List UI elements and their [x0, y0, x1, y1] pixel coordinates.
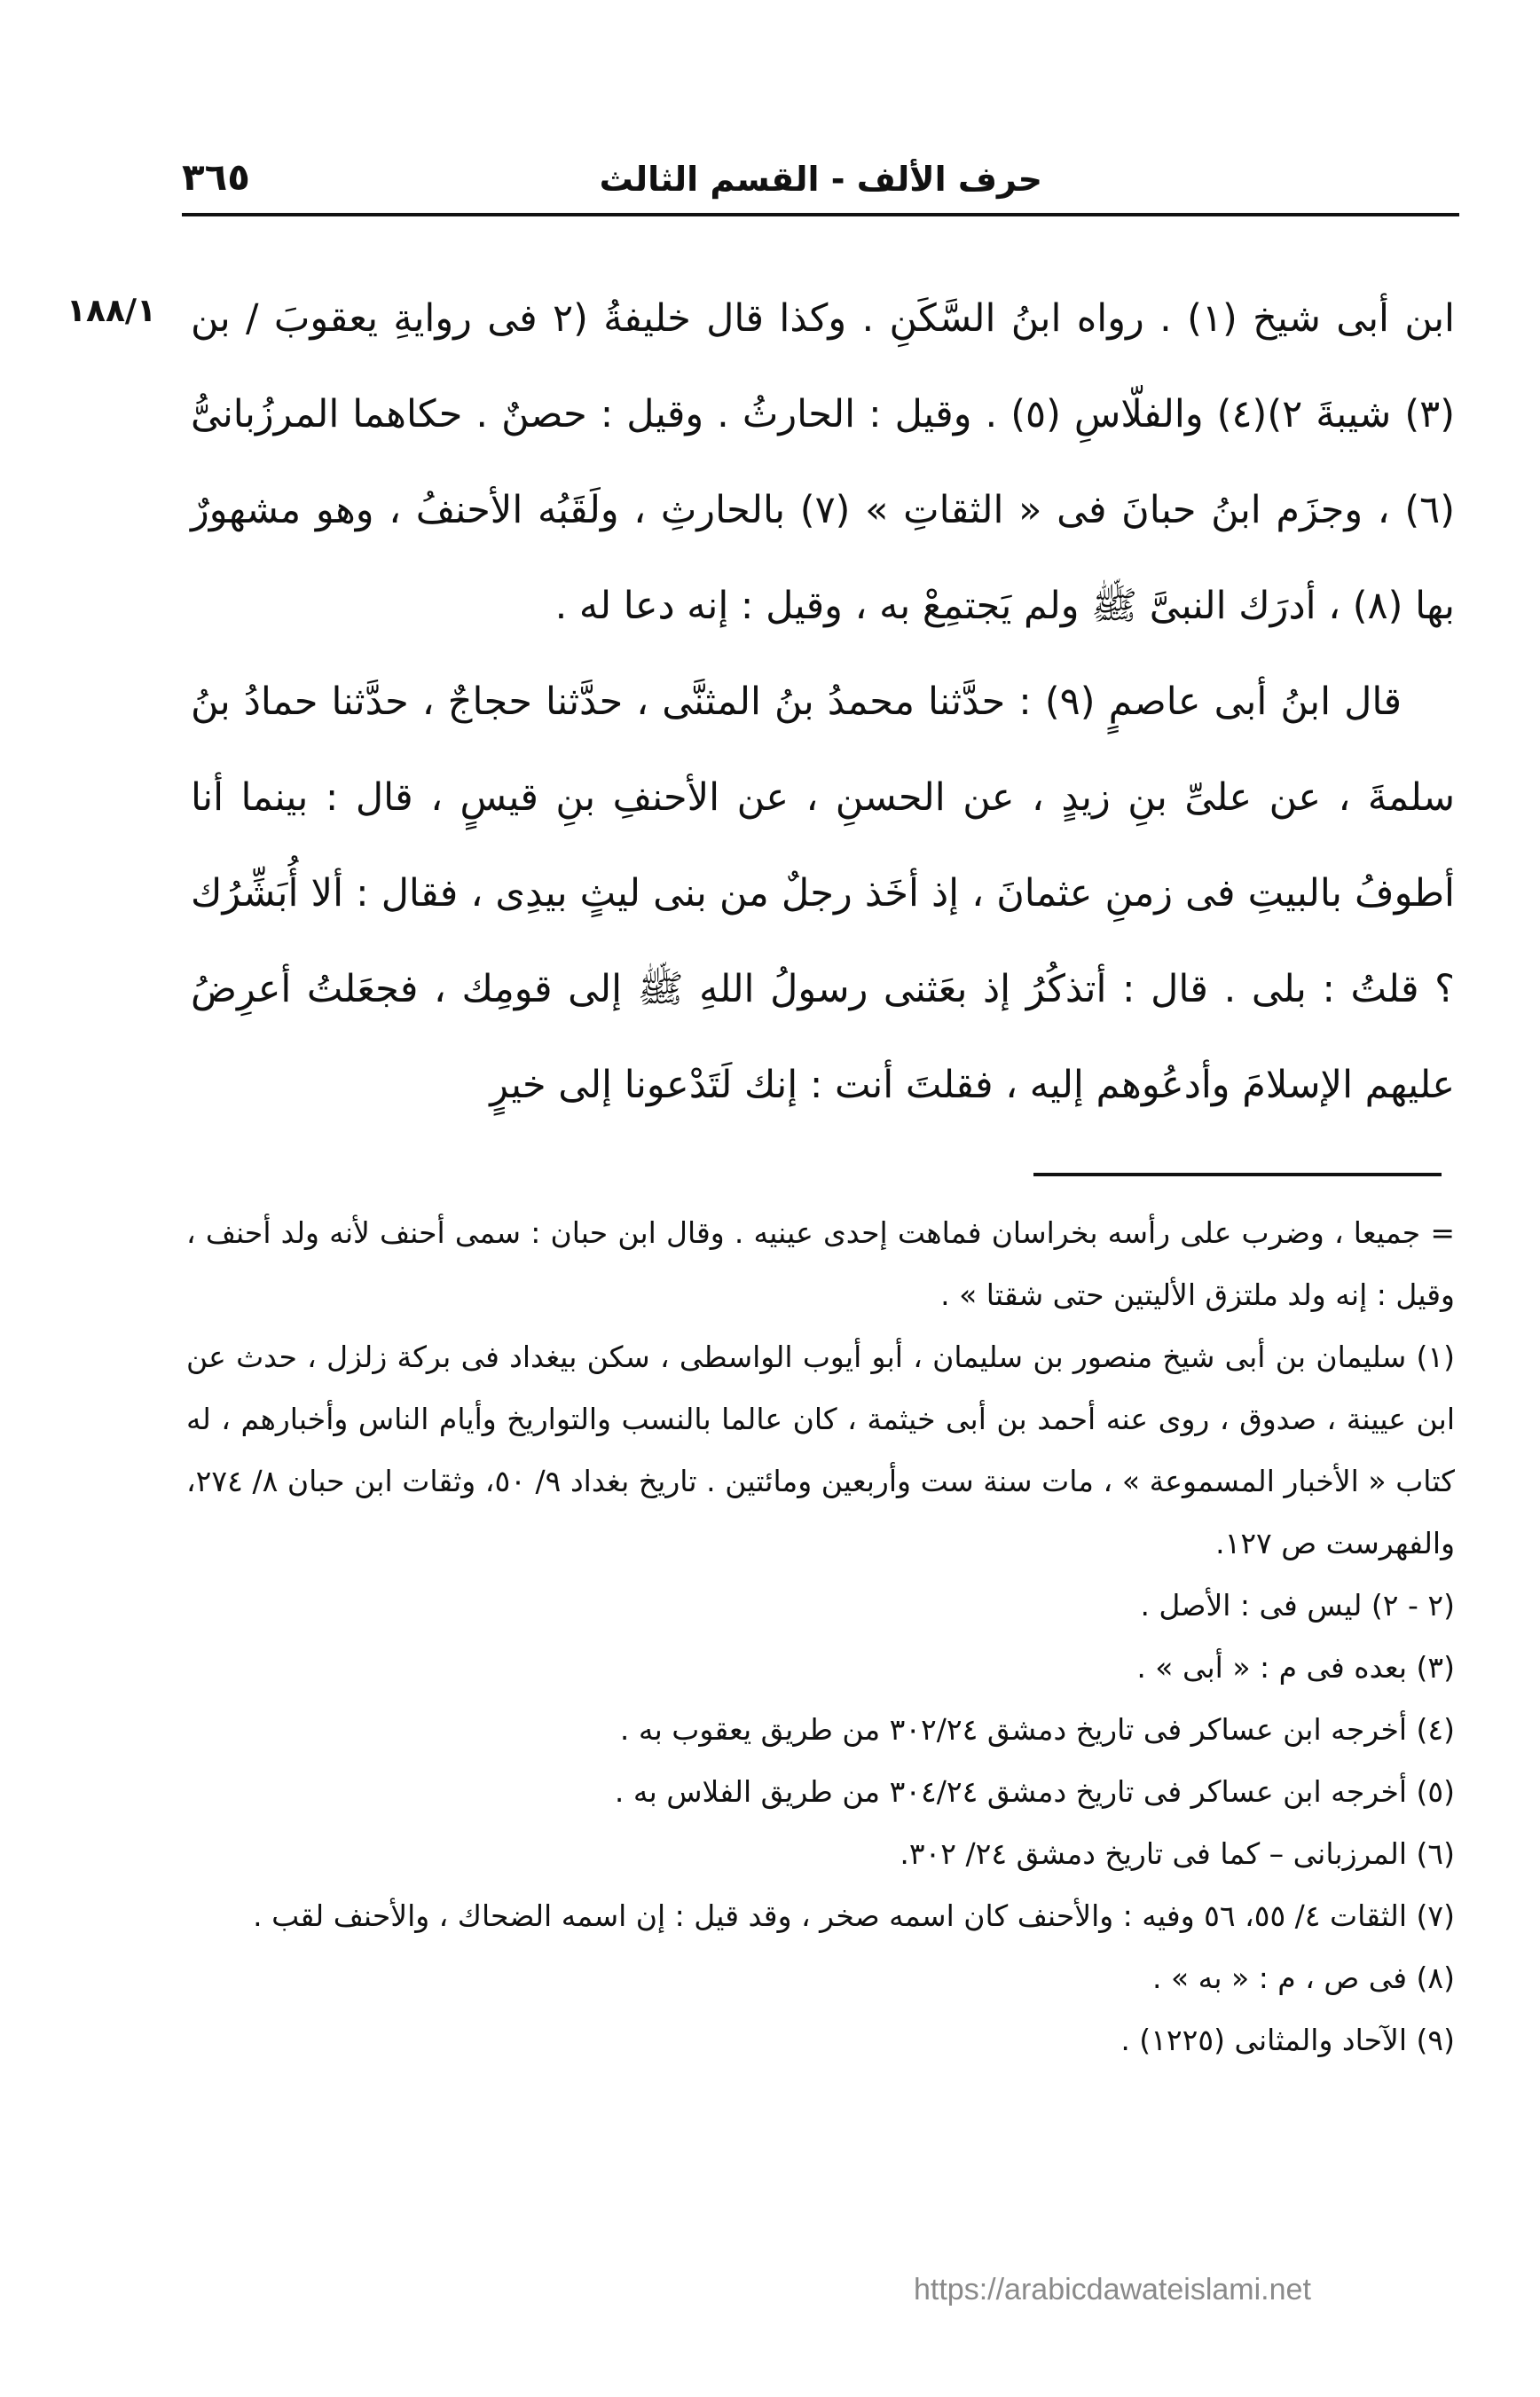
- footnote-7: (٧) الثقات ٤/ ٥٥، ٥٦ وفيه : والأحنف كان اسمه صخر ، وقد قيل : إن اسمه الضحاك ، والأحنف لقب .: [253, 1898, 1455, 1933]
- running-head: حرف الألف - القسم الثالث: [599, 160, 1042, 199]
- footnote-2: (٢ - ٢) ليس فى : الأصل .: [1140, 1588, 1455, 1623]
- footnote-4: (٤) أخرجه ابن عساكر فى تاريخ دمشق ٣٠٢/٢٤ من طريق يعقوب به .: [619, 1712, 1455, 1747]
- main-paragraph-2: قال ابنُ أبى عاصمٍ (٩) : حدَّثنا محمدُ بنُ المثنَّى ، حدَّثنا حجاجٌ ، حدَّثنا حمادُ بنُ سلمةَ ، عن علىِّ بنِ زيدٍ ، عن الحسنِ ، عن الأحنفِ بنِ قيسٍ ، قال : بينما أنا أطوفُ بالبيتِ فى زمنِ عثمانَ ، إذ أخَذ رجلٌ من بنى ليثٍ بيدِى ، فقال : ألا أُبَشِّرُك ؟ قلتُ : بلى . قال : أتذكُرُ إذ بعَثنى رسولُ اللهِ ﷺ إلى قومِك ، فجعَلتُ أعرِضُ عليهم الإسلامَ وأدعُوهم إليه ، فقلتَ أنت : إنك لَتَدْعونا إلى خيرٍ: [191, 680, 1455, 1107]
- footnote-1: (١) سليمان بن أبى شيخ منصور بن سليمان ، أبو أيوب الواسطى ، سكن بيغداد فى بركة زلزل ، حدث عن ابن عيينة ، صدوق ، روى عنه أحمد بن أبى خيثمة ، كان عالما بالنسب والتواريخ وأيام الناس وأخبارهم ، له كتاب « الأخبار المسموعة » ، مات سنة ست وأربعين ومائتين . تاريخ بغداد ٩/ ٥٠، وثقات ابن حبان ٨/ ٢٧٤، والفهرست ص ١٢٧.: [186, 1340, 1456, 1560]
- watermark: https://arabicdawateislami.net: [914, 2273, 1311, 2307]
- footnote-separator: [1033, 1173, 1442, 1176]
- footnote-9: (٩) الآحاد والمثانى (١٢٢٥) .: [1120, 2023, 1455, 2057]
- footnote-6: (٦) المرزبانى – كما فى تاريخ دمشق ٢٤/ ٣٠٢.: [900, 1836, 1455, 1871]
- page-header: [182, 133, 1459, 216]
- page-number: ٣٦٥: [182, 155, 250, 199]
- footnote-5: (٥) أخرجه ابن عساكر فى تاريخ دمشق ٣٠٤/٢٤ من طريق الفلاس به .: [614, 1774, 1455, 1809]
- footnote-3: (٣) بعده فى م : « أبى » .: [1136, 1650, 1455, 1685]
- footnote-8: (٨) فى ص ، م : « به » .: [1151, 1961, 1455, 1995]
- main-text: [191, 271, 1455, 1133]
- margin-reference: ١٨٨/١: [67, 293, 157, 329]
- main-paragraph-1: ابن أبى شيخ (١) . رواه ابنُ السَّكَنِ . وكذا قال خليفةُ (٢ فى روايةِ يعقوبَ / بن (٣) شيبةَ ٢)(٤) والفلّاسِ (٥) . وقيل : الحارثُ . وقيل : حصنٌ . حكاهما المرزُبانىُّ (٦) ، وجزَم ابنُ حبانَ فى « الثقاتِ » (٧) بالحارثِ ، ولَقَبُه الأحنفُ ، وهو مشهورٌ بها (٨) ، أدرَك النبىَّ ﷺ ولم يَجتمِعْ به ، وقيل : إنه دعا له .: [191, 296, 1455, 628]
- footnote-continued: = جميعا ، وضرب على رأسه بخراسان فماهت إحدى عينيه . وقال ابن حبان : سمى أحنف لأنه ولد أحنف ، وقيل : إنه ولد ملتزق الأليتين حتى شقتا » .: [186, 1215, 1455, 1312]
- footnotes: [186, 1202, 1455, 2071]
